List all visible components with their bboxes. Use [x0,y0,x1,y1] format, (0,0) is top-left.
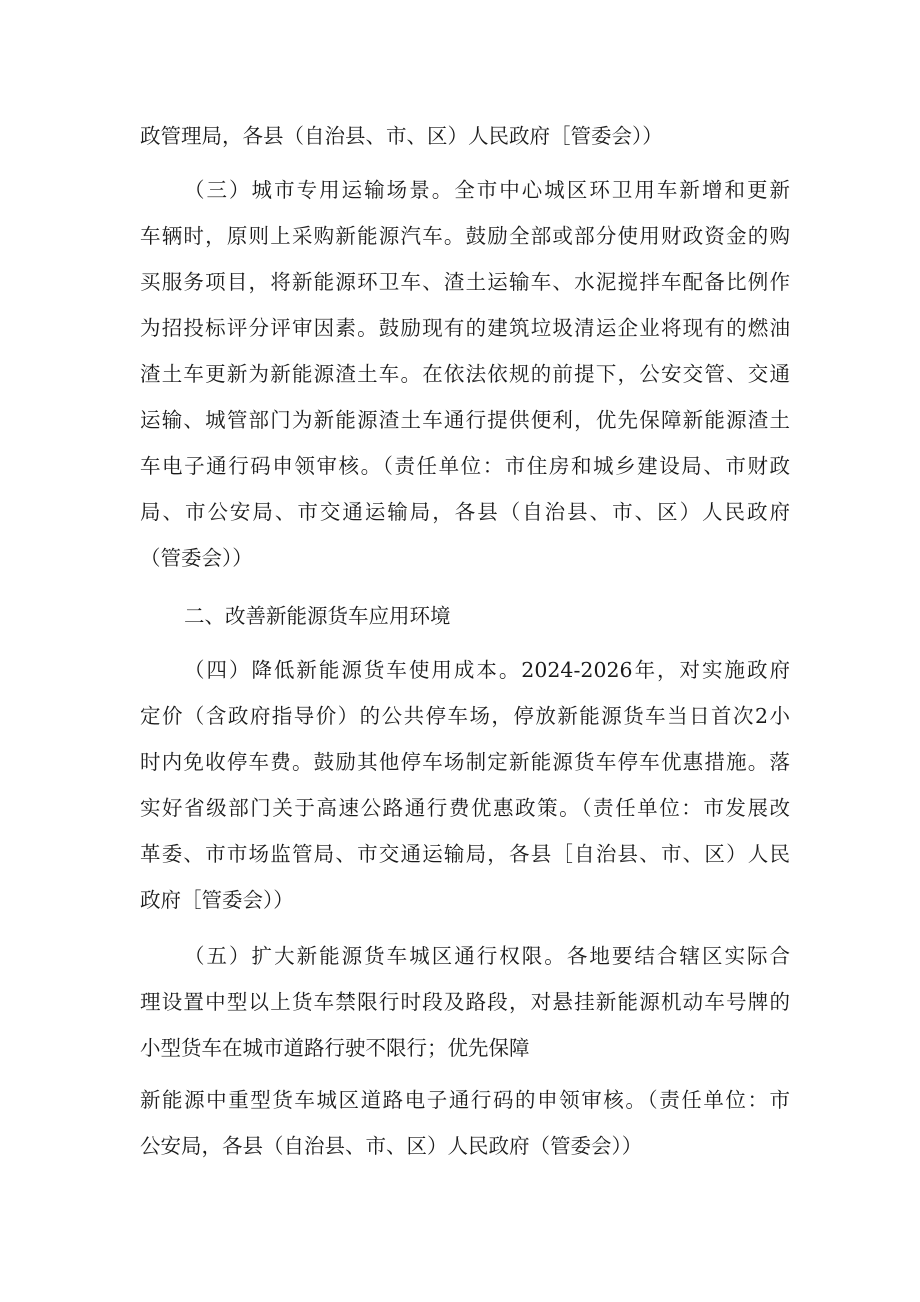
paragraph-line: 为招投标评分评审因素。鼓励现有的建筑垃圾清运企业将现有的燃油 [140,316,790,340]
paragraph-line: 理设置中型以上货车禁限行时段及路段，对悬挂新能源机动车号牌的 [140,990,790,1014]
section-heading-3-line: （三）城市专用运输场景。全市中心城区环卫用车新增和更新 [184,178,790,202]
paragraph-line: 买服务项目，将新能源环卫车、渣土运输车、水泥搅拌车配备比例作 [140,270,790,294]
paragraph-line: 革委、市市场监管局、市交通运输局，各县［自治县、市、区）人民 [140,842,790,866]
paragraph-line: 车电子通行码申领审核。（责任单位：市住房和城乡建设局、市财政 [140,454,790,478]
section-heading-5-line: （五）扩大新能源货车城区通行权限。各地要结合辖区实际合 [184,944,790,968]
section-heading-2: 二、改善新能源货车应用环境 [184,604,451,628]
paragraph-line: 政管理局，各县（自治县、市、区）人民政府［管委会）） [140,124,663,148]
paragraph-line: 实好省级部门关于高速公路通行费优惠政策。（责任单位：市发展改 [140,796,790,820]
paragraph-line: 车辆时，原则上采购新能源汽车。鼓励全部或部分使用财政资金的购 [140,224,790,248]
paragraph-line: 局、市公安局、市交通运输局，各县（自治县、市、区）人民政府 [140,500,790,524]
paragraph-line: 渣土车更新为新能源渣土车。在依法依规的前提下，公安交管、交通 [140,362,790,386]
section-heading-4-line: （四）降低新能源货车使用成本。2024-2026年，对实施政府 [184,658,790,682]
paragraph-line: （管委会）） [140,546,253,570]
paragraph-line: 政府［管委会）） [140,888,294,912]
paragraph-line: 时内免收停车费。鼓励其他停车场制定新能源货车停车优惠措施。落 [140,750,790,774]
paragraph-line: 新能源中重型货车城区道路电子通行码的申领审核。（责任单位：市 [140,1088,790,1112]
paragraph-line: 公安局，各县（自治县、市、区）人民政府（管委会）） [140,1134,643,1158]
paragraph-line: 定价（含政府指导价）的公共停车场，停放新能源货车当日首次2小 [140,704,790,728]
paragraph-line: 运输、城管部门为新能源渣土车通行提供便利，优先保障新能源渣土 [140,408,790,432]
paragraph-line: 小型货车在城市道路行驶不限行；优先保障 [140,1036,530,1060]
